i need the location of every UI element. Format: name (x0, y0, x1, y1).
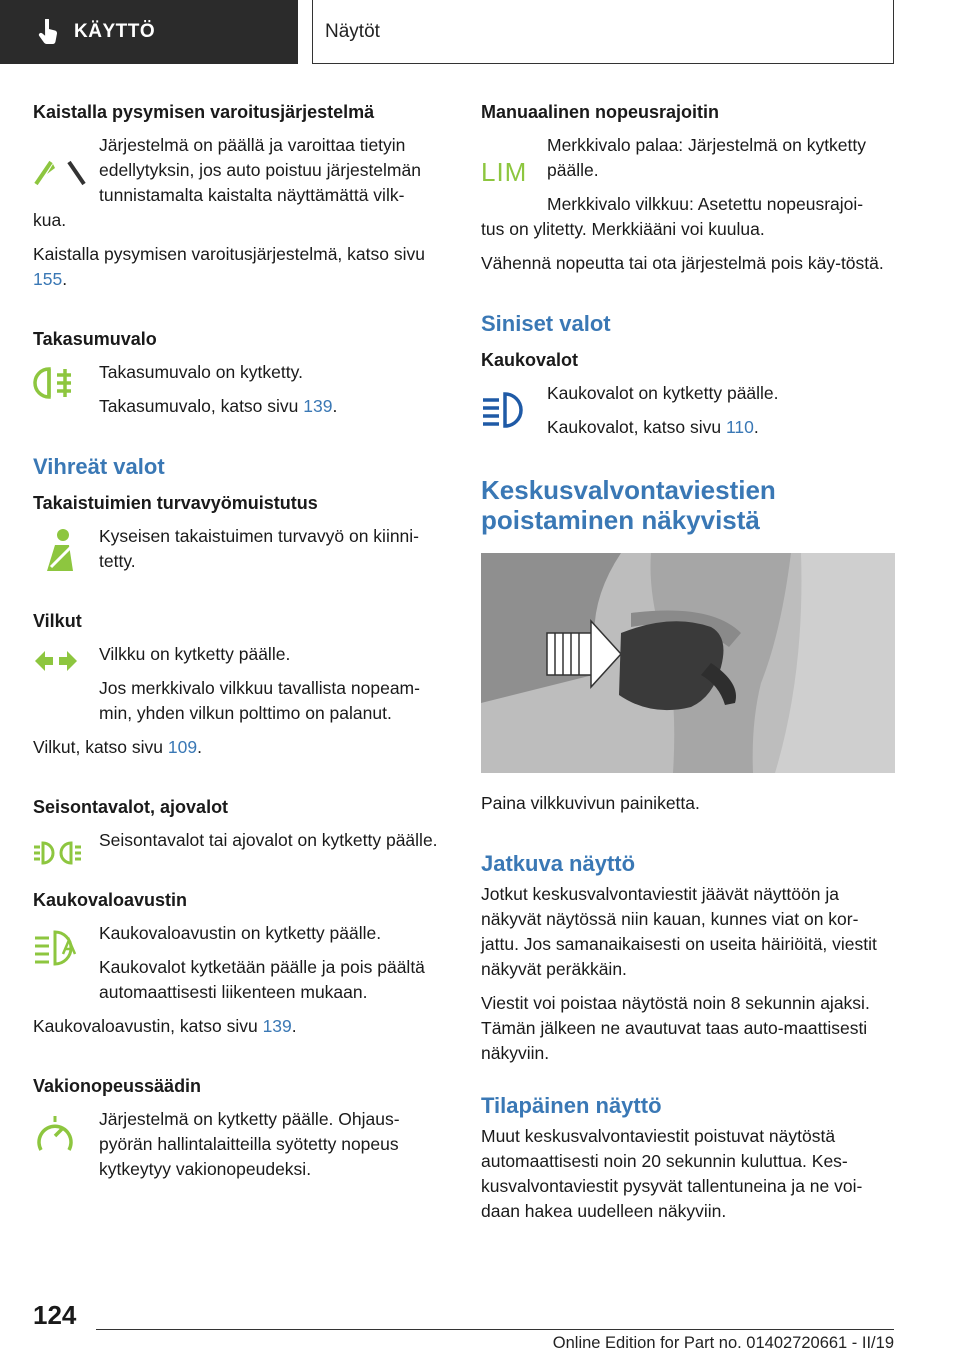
temporary-display-heading: Tilapäinen näyttö (481, 1093, 662, 1118)
left-column (33, 100, 448, 1191)
blue-lights-heading: Siniset valot (481, 311, 611, 336)
section-heading: Kaukovalot (481, 350, 579, 370)
lane-warning-section (33, 100, 448, 292)
high-beam-assist-icon (33, 928, 83, 975)
page-link[interactable]: 109 (167, 737, 198, 757)
page-number: 124 (33, 1300, 77, 1330)
cross-reference: Vilkut, katso sivu 109. (33, 737, 202, 757)
cruise-control-section (33, 1074, 448, 1182)
body-text: Merkkivalo palaa: Järjestelmä on kytketty päälle. (547, 135, 867, 180)
body-text: Muut keskusvalvontaviestit poistuvat näytöstä automaattisesti noin 20 sekunnin kuluttua. Kes-kusvalvontaviestit pysyvät tallentuneina ja ne voi-daan hakea uudelleen näkyviin. (481, 1126, 863, 1221)
page-link[interactable]: 155 (33, 269, 63, 289)
page-link[interactable]: 110 (725, 417, 754, 437)
body-text: Kaukovalot kytketään päälle ja pois päältä automaattisesti liikenteen mukaan. (99, 957, 425, 1002)
continuous-display-heading: Jatkuva näyttö (481, 851, 636, 876)
edition-note: Online Edition for Part no. 01402720661 - II/19 (552, 1334, 894, 1352)
body-text: Jotkut keskusvalvontaviestit jäävät näyttöön ja näkyvät näytössä niin kauan, kunnes viat on kor-jattu. Jos samanaikaisesti on useita häiriöitä, viestit näkyvät peräkkäin. (481, 884, 877, 979)
section-heading: Vilkut (33, 611, 82, 631)
lim-indicator-icon: LIM (481, 157, 528, 187)
turn-signal-icon (33, 649, 79, 680)
body-text: Kaukovalot on kytketty päälle. (547, 383, 779, 403)
rear-fog-light-icon (33, 363, 89, 410)
hand-pointer-icon (36, 19, 60, 45)
section-heading: Kaistalla pysymisen varoitusjärjestelmä (33, 102, 375, 122)
photo-caption: Paina vilkkuvivun painiketta. (481, 793, 700, 813)
body-text: Vilkku on kytketty päälle. (99, 644, 291, 664)
green-lights-heading: Vihreät valot (33, 454, 165, 479)
rear-fog-section (33, 327, 448, 419)
body-text: kua. (33, 210, 67, 230)
cross-reference: Kaistalla pysymisen varoitusjärjestelmä, katso sivu 155. (33, 244, 425, 289)
high-beam-icon (481, 390, 531, 437)
stalk-button-photo (481, 553, 895, 773)
page-link[interactable]: 139 (303, 396, 333, 416)
section-heading: Takasumuvalo (33, 329, 157, 349)
lane-departure-icon (33, 158, 89, 195)
body-text: Takasumuvalo on kytketty. (99, 362, 303, 382)
chapter-title: Näytöt (312, 0, 894, 64)
right-column (481, 100, 895, 1233)
footer-divider (96, 1329, 894, 1330)
section-heading: Kaukovaloavustin (33, 890, 188, 910)
body-text: Jos merkkivalo vilkkuu tavallista nopeam-min, yhden vilkun polttimo on palanut. (99, 678, 420, 723)
seatbelt-icon (33, 527, 83, 580)
parking-lights-section (33, 795, 448, 853)
section-heading: Manuaalinen nopeusrajoitin (481, 102, 720, 122)
parking-lights-icon (33, 839, 83, 874)
speed-limiter-section (481, 100, 895, 276)
page-link[interactable]: 139 (262, 1016, 292, 1036)
turn-signal-section (33, 609, 448, 760)
body-text: tus on ylitetty. Merkkiääni voi kuulua. (481, 219, 765, 239)
body-text: Seisontavalot tai ajovalot on kytketty päälle. (99, 830, 438, 850)
cross-reference: Kaukovalot, katso sivu 110. (547, 417, 759, 437)
body-text: Viestit voi poistaa näytöstä noin 8 sekunnin ajaksi. Tämän jälkeen ne avautuvat taas auto-maattisesti näkyviin. (481, 993, 870, 1063)
body-text: Järjestelmä on kytketty päälle. Ohjaus-pyörän hallintalaitteilla syötetty nopeus kytkeytyy vakionopeudeksi. (99, 1109, 400, 1179)
body-text: Järjestelmä on päällä ja varoittaa tietyin edellytyksin, jos auto poistuu järjestelmän tunnistamalta kaistalta näyttämättä vilk- (99, 135, 421, 205)
section-tab (0, 0, 298, 64)
cross-reference: Takasumuvalo, katso sivu 139. (99, 396, 338, 416)
high-beam-assist-section (33, 888, 448, 1039)
section-label: KÄYTTÖ (74, 21, 156, 42)
section-heading: Seisontavalot, ajovalot (33, 797, 229, 817)
section-heading: Takaistuimien turvavyömuistutus (33, 493, 318, 513)
cross-reference: Kaukovaloavustin, katso sivu 139. (33, 1016, 297, 1036)
high-beam-section (481, 348, 895, 440)
body-text: Merkkivalo vilkkuu: Asetettu nopeusrajoi- (547, 194, 864, 214)
body-text: Kyseisen takaistuimen turvavyö on kiinni-tetty. (99, 526, 420, 571)
body-text: Kaukovaloavustin on kytketty päälle. (99, 923, 382, 943)
section-heading: Vakionopeussäädin (33, 1076, 202, 1096)
body-text: Vähennä nopeutta tai ota järjestelmä pois käy-töstä. (481, 253, 884, 273)
seatbelt-section (33, 491, 448, 574)
cruise-control-icon (33, 1114, 77, 1165)
hide-messages-heading: Keskusvalvontaviestien poistaminen näkyvistä (481, 475, 776, 535)
